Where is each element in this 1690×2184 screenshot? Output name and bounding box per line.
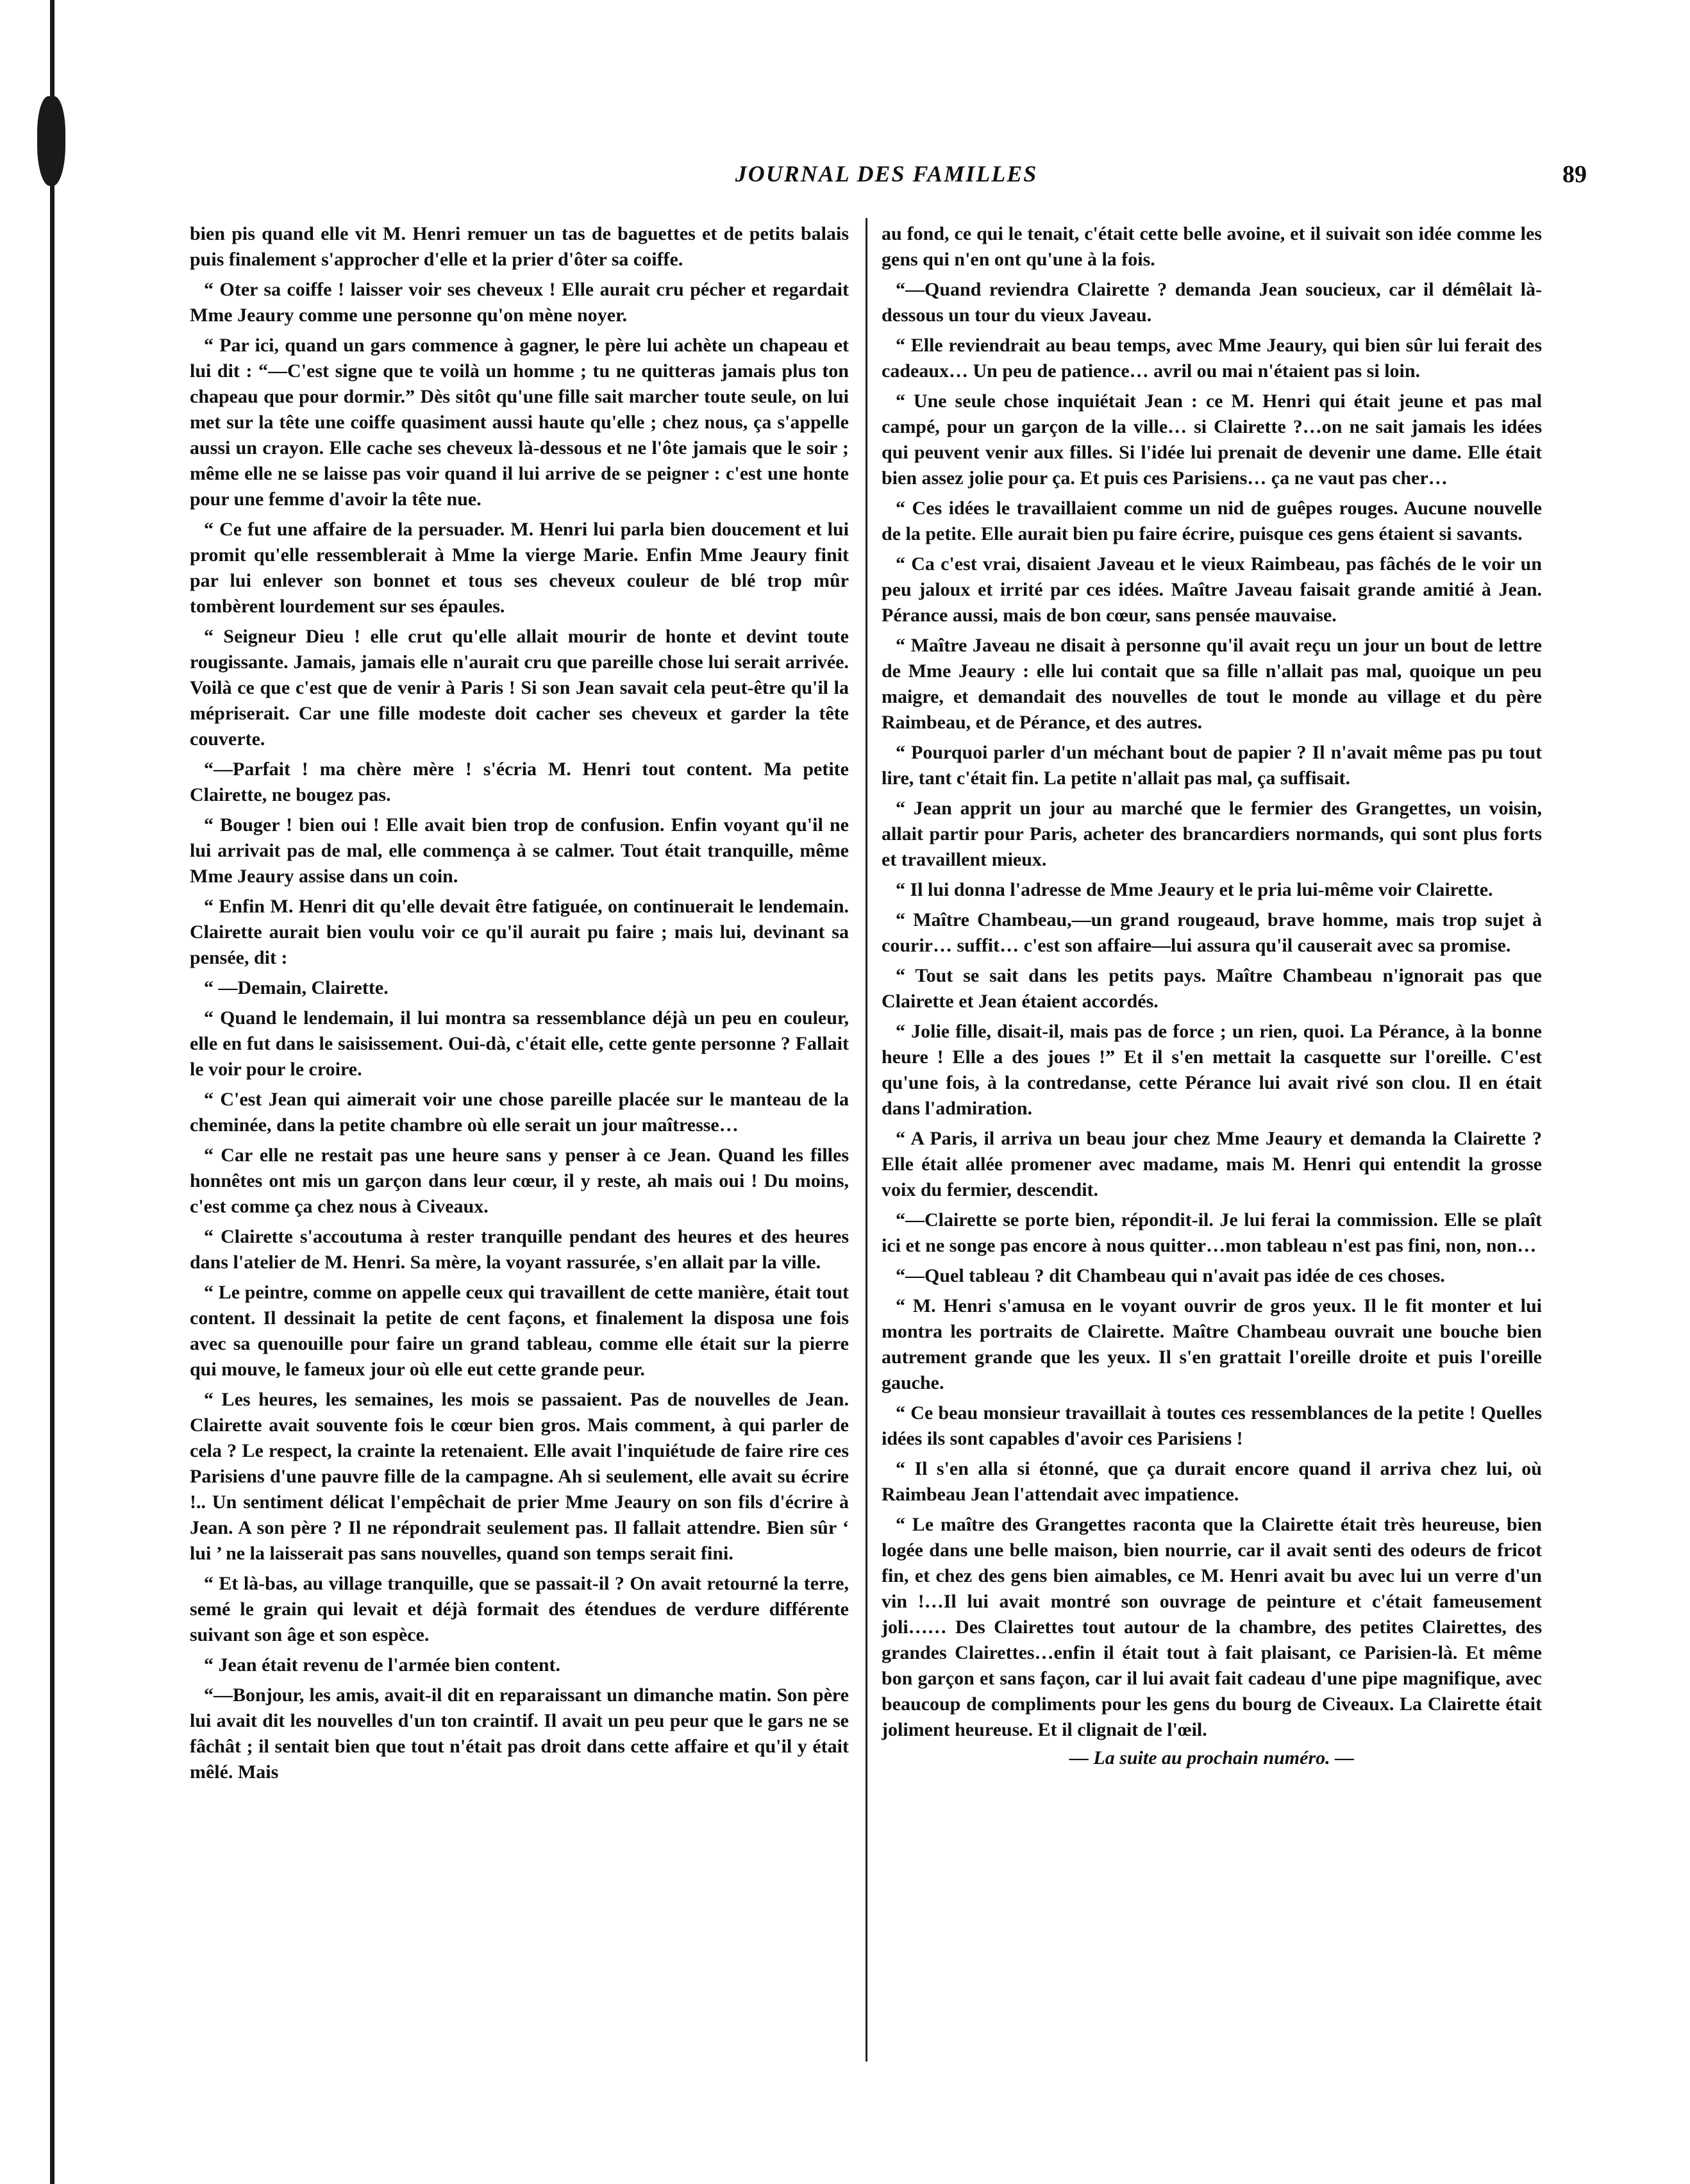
paragraph: “ Il s'en alla si étonné, que ça durait encore quand il arriva chez lui, où Raimbeau Jean l'attendait avec impatience.: [882, 1458, 1542, 1505]
paragraph: “ Une seule chose inquiétait Jean : ce M. Henri qui était jeune et pas mal campé, pour un garçon de la ville… si Clairette ?…on ne sait jamais les idées qui peuvent venir aux filles. Si l'idée lui prenait de devenir une dame. Elle était bien assez jolie pour ça. Et puis ces Parisiens… ça ne vaut pas cher…: [882, 391, 1542, 489]
paragraph: “ Ce beau monsieur travaillait à toutes ces ressemblances de la petite ! Quelles idées ils sont capables d'avoir ces Parisiens !: [882, 1402, 1542, 1449]
running-head: JOURNAL DES FAMILLES: [735, 161, 1038, 187]
column-divider: [866, 218, 867, 2062]
paragraph: “ Enfin M. Henri dit qu'elle devait être fatiguée, on continuerait le lendemain. Clairette aurait bien voulu voir ce qu'il aurait pu faire ; mais lui, devinant sa pensée, dit :: [190, 896, 849, 968]
right-column: [882, 221, 1542, 1769]
paragraph: “ Et là-bas, au village tranquille, que se passait-il ? On avait retourné la terre, semé le grain qui levait et déjà formait des étendues de verdure différente suivant son âge et son espèce.: [190, 1573, 849, 1645]
paragraph: “ Jean apprit un jour au marché que le fermier des Grangettes, un voisin, allait partir pour Paris, acheter des brancardiers normands, qui sont plus forts et travaillent mieux.: [882, 798, 1542, 870]
paragraph: “ Ces idées le travaillaient comme un nid de guêpes rouges. Aucune nouvelle de la petite. Elle aurait bien pu faire écrire, puisque ces gens étaient si savants.: [882, 498, 1542, 544]
paragraph: “—Clairette se porte bien, répondit-il. Je lui ferai la commission. Elle se plaît ici et ne songe pas encore à nous quitter…mon tableau n'est pas fini, non, non…: [882, 1209, 1542, 1256]
paragraph: “ Le peintre, comme on appelle ceux qui travaillent de cette manière, était tout content. Il dessinait la petite de cent façons, et finalement la disposa une fois avec sa quenouille pour faire un grand tableau, comme elle était sur la pierre qui mouve, le fameux jour où elle eut cette grande peur.: [190, 1282, 849, 1380]
paragraph: “ C'est Jean qui aimerait voir une chose pareille placée sur le manteau de la cheminée, dans la petite chambre où elle serait un jour maîtresse…: [190, 1089, 849, 1136]
paragraph: “ M. Henri s'amusa en le voyant ouvrir de gros yeux. Il le fit monter et lui montra les portraits de Clairette. Maître Chambeau ouvrait une bouche bien autrement grande que les yeux. Il s'en grattait l'oreille droite et puis l'oreille gauche.: [882, 1295, 1542, 1393]
paragraph: bien pis quand elle vit M. Henri remuer un tas de baguettes et de petits balais puis finalement s'approcher d'elle et la prier d'ôter sa coiffe.: [190, 223, 849, 270]
paragraph: “ A Paris, il arriva un beau jour chez Mme Jeaury et demanda la Clairette ? Elle était allée promener avec madame, mais M. Henri qui entendit la grosse voix du fermier, descendit.: [882, 1128, 1542, 1200]
paragraph: “ Il lui donna l'adresse de Mme Jeaury et le pria lui-même voir Clairette.: [896, 879, 1493, 900]
paragraph: “ Les heures, les semaines, les mois se passaient. Pas de nouvelles de Jean. Clairette avait souvente fois le cœur bien gros. Mais comment, à qui parler de cela ? Le respect, la crainte la retenaient. Elle avait l'inquiétude de faire rire ces Parisiens d'une pauvre fille de la campagne. Ah si seulement, elle avait su écrire !.. Un sentiment délicat l'empêchait de prier Mme Jeaury on son fils d'écrire à Jean. A son père ? Il ne répondrait seulement pas. Il fallait attendre. Bien sûr ‘ lui ’ ne la laisserait pas sans nouvelles, quand son temps serait fini.: [190, 1389, 849, 1564]
paragraph: “ Jolie fille, disait-il, mais pas de force ; un rien, quoi. La Pérance, à la bonne heure ! Elle a des joues !” Et il s'en mettait la casquette sur l'oreille. C'est qu'une fois, à la contredanse, cette Pérance lui avait rivé son clou. Il en était dans l'admiration.: [882, 1021, 1542, 1119]
paragraph: “ Tout se sait dans les petits pays. Maître Chambeau n'ignorait pas que Clairette et Jean étaient accordés.: [882, 965, 1542, 1012]
paragraph: “ Jean était revenu de l'armée bien content.: [204, 1654, 561, 1676]
page-number: 89: [1562, 161, 1587, 188]
paragraph: “ Quand le lendemain, il lui montra sa ressemblance déjà un peu en couleur, elle en fut dans le saisissement. Oui-dà, c'était elle, cette gente personne ? Fallait le voir pour le croire.: [190, 1007, 849, 1080]
page-header: [186, 160, 1587, 199]
paragraph: “ Maître Javeau ne disait à personne qu'il avait reçu un jour un bout de lettre de Mme Jeaury : elle lui contait que sa fille n'allait pas mal, quoique un peu maigre, et demandait des nouvelles de tout le monde au village et du père Raimbeau, et de Pérance, et des autres.: [882, 635, 1542, 733]
paragraph: “ Ca c'est vrai, disaient Javeau et le vieux Raimbeau, pas fâchés de le voir un peu jaloux et irrité par ces idées. Maître Javeau faisait grande amitié à Jean. Pérance aussi, mais de bon cœur, sans pensée mauvaise.: [882, 553, 1542, 626]
paragraph: “ Le maître des Grangettes raconta que la Clairette était très heureuse, bien logée dans une belle maison, bien nourrie, car il avait senti des odeurs de fricot fin, et chez des gens bien aimables, ce M. Henri avait bu avec lui un verre d'un vin !…Il lui avait montré son ouvrage de peinture et c'était fameusement joli…… Des Clairettes tout autour de la chambre, des petites Clairettes, des grandes Clairettes…enfin il était tout à fait plaisant, ce Parisien-là. Et même bon garçon et sans façon, car il lui avait fait cadeau d'une pipe magnifique, avec beaucoup de compliments pour les gens du bourg de Civeaux. La Clairette était joliment heureuse. Et il clignait de l'œil.: [882, 1514, 1542, 1740]
continuation-note: — La suite au prochain numéro. —: [1069, 1747, 1355, 1768]
paragraph: au fond, ce qui le tenait, c'était cette belle avoine, et il suivait son idée comme les gens qui n'en ont qu'une à la fois.: [882, 223, 1542, 270]
paragraph: “ Ce fut une affaire de la persuader. M. Henri lui parla bien doucement et lui promit qu'elle ressemblerait à Mme la vierge Marie. Enfin Mme Jeaury finit par lui enlever son bonnet et tous ses cheveux couleur de blé trop mûr tombèrent lourdement sur ses épaules.: [190, 519, 849, 617]
paragraph: “—Quel tableau ? dit Chambeau qui n'avait pas idée de ces choses.: [896, 1265, 1445, 1286]
paragraph: “—Bonjour, les amis, avait-il dit en reparaissant un dimanche matin. Son père lui avait dit les nouvelles d'un ton craintif. Il avait un peu peur que le gars ne se fâchât ; il sentait bien que tout n'était pas droit dans cette affaire et qu'il y était mêlé. Mais: [190, 1684, 849, 1783]
paragraph: “ Maître Chambeau,—un grand rougeaud, brave homme, mais trop sujet à courir… suffit… c'est son affaire—lui assura qu'il causerait avec sa promise.: [882, 909, 1542, 956]
paragraph: “ Elle reviendrait au beau temps, avec Mme Jeaury, qui bien sûr lui ferait des cadeaux… Un peu de patience… avril ou mai n'étaient pas si loin.: [882, 335, 1542, 382]
paragraph: “ Bouger ! bien oui ! Elle avait bien trop de confusion. Enfin voyant qu'il ne lui arrivait pas de mal, elle commença à se calmer. Tout était tranquille, même Mme Jeaury assise dans un coin.: [190, 814, 849, 887]
paragraph: “ Seigneur Dieu ! elle crut qu'elle allait mourir de honte et devint toute rougissante. Jamais, jamais elle n'aurait cru que pareille chose lui serait arrivée. Voilà ce que c'est que de venir à Paris ! Si son Jean savait cela peut-être qu'il la mépriserait. Car une fille modeste doit cacher ses cheveux et garder la tête couverte.: [190, 626, 849, 750]
paragraph: “ Pourquoi parler d'un méchant bout de papier ? Il n'avait même pas pu tout lire, tant c'était fin. La petite n'allait pas mal, ça suffisait.: [882, 742, 1542, 789]
paragraph: “ Car elle ne restait pas une heure sans y penser à ce Jean. Quand les filles honnêtes ont mis un garçon dans leur cœur, il y reste, ah mais oui ! Du moins, c'est comme ça chez nous à Civeaux.: [190, 1145, 849, 1217]
paragraph: “ Par ici, quand un gars commence à gagner, le père lui achète un chapeau et lui dit : “—C'est signe que te voilà un homme ; tu ne quitteras jamais plus ton chapeau que pour dormir.” Dès sitôt qu'une fille sait marcher toute seule, on lui met sur la tête une coiffe quasiment aussi haute qu'elle ; chez nous, ça s'appelle aussi un crayon. Elle cache ses cheveux là-dessous et ne l'ôte jamais que le soir ; même elle ne se laisse pas voir quand il lui arrive de se peigner : c'est une honte pour une femme d'avoir la tête nue.: [190, 335, 849, 510]
left-column: [190, 221, 849, 1790]
paragraph: “ Clairette s'accoutuma à rester tranquille pendant des heures et des heures dans l'atelier de M. Henri. Sa mère, la voyant rassurée, s'en allait par la ville.: [190, 1226, 849, 1273]
paragraph: “—Parfait ! ma chère mère ! s'écria M. Henri tout content. Ma petite Clairette, ne bougez pas.: [190, 759, 849, 805]
paragraph: “ —Demain, Clairette.: [204, 977, 389, 998]
paragraph: “—Quand reviendra Clairette ? demanda Jean soucieux, car il démêlait là-dessous un tour du vieux Javeau.: [882, 279, 1542, 326]
page-edge-shadow: [50, 0, 54, 2184]
paragraph: “ Oter sa coiffe ! laisser voir ses cheveux ! Elle aurait cru pécher et regardait Mme Jeaury comme une personne qu'on mène noyer.: [190, 279, 849, 326]
ink-blot: [37, 96, 65, 186]
